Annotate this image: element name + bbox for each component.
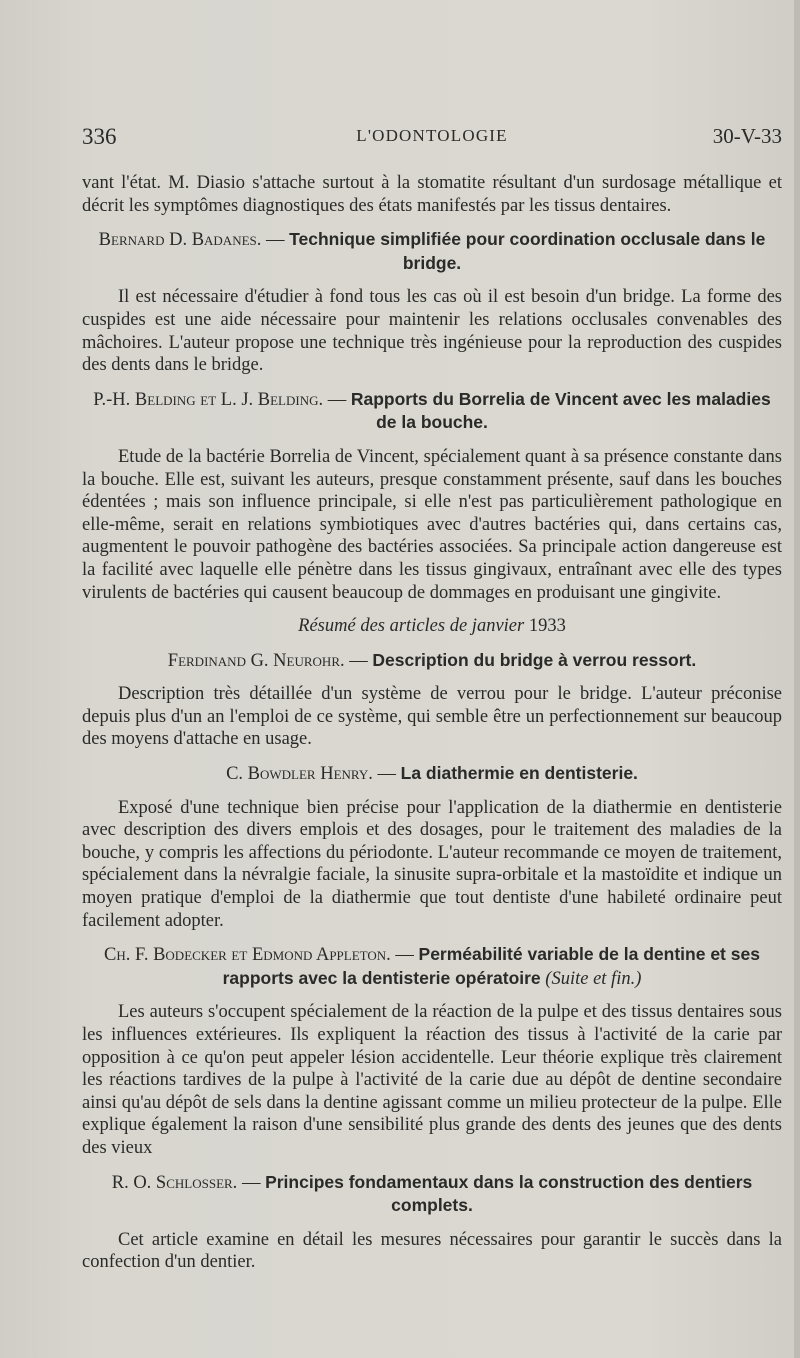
article-heading bbox=[82, 1171, 782, 1218]
article-heading bbox=[82, 388, 782, 435]
heading-dash: — bbox=[327, 389, 347, 410]
article-authors: Bernard D. Badanes. bbox=[98, 230, 262, 251]
journal-title: L'ODONTOLOGIE bbox=[356, 126, 508, 145]
article-summary: Exposé d'une technique bien précise pour l'application de la diathermie en dentisterie avec description des divers emplois et des dosages, pour le traitement des maladies de la bouche, y compris les affections du périodonte. L'auteur recommande ce moyen de traitement, spécialement dans la névralgie faciale, la sinusite supra-orbitale et la mastoïdite et indique un moyen pratique d'emploi de la diathermie que tout dentiste d'une habileté ordinaire peut facilement adopter. bbox=[82, 797, 782, 931]
section-heading-year: 1933 bbox=[528, 616, 566, 637]
article-summary: Etude de la bactérie Borrelia de Vincent, spécialement quant à sa présence constante dans la bouche. Elle est, suivant les auteurs, presque constamment présente, sauf dans les bouches édentées ; mais son influence principale, si elle n'est pas particulièrement pathologique en elle-même, serait en relations symbiotiques avec d'autres bactéries qui, dans certains cas, augmentent le pouvoir pathogène des bactéries associées. Sa principale action dangereuse est la facilité avec laquelle elle pénètre dans les tissus gingivaux, entraînant avec elle des types virulents de bactéries qui causent beaucoup de dommages en produisant une gingivite. bbox=[82, 446, 782, 603]
heading-dash: — bbox=[349, 650, 368, 671]
article-authors: R. O. Schlosser. bbox=[111, 1172, 238, 1193]
article-authors: C. Bowdler Henry. bbox=[226, 764, 373, 785]
article-summary: Il est nécessaire d'étudier à fond tous les cas où il est besoin d'un bridge. La forme des cuspides est une aide nécessaire pour maintenir les relations occlusales convenables des mâchoires. L'auteur propose une technique très ingénieuse pour la reproduction des cuspides des dents dans le bridge. bbox=[82, 287, 782, 376]
article-authors: Ch. F. Bodecker et Edmond Appleton. bbox=[104, 945, 391, 966]
article-title: Description du bridge à verrou ressort. bbox=[372, 649, 697, 670]
issue-date: 30-V-33 bbox=[712, 124, 782, 148]
article-title: Perméabilité variable de la dentine et ses rapports avec la dentisterie opératoire bbox=[222, 944, 760, 988]
article-authors: Ferdinand G. Neurohr. bbox=[167, 650, 345, 671]
main-text bbox=[82, 172, 782, 1274]
page-number: 336 bbox=[82, 124, 117, 149]
heading-dash: — bbox=[241, 1172, 261, 1193]
intro-paragraph: vant l'état. M. Diasio s'attache surtout à la stomatite résultant d'un surdosage métallique et décrit les symptômes diagnostiques des états manifestés par les tissus dentaires. bbox=[82, 173, 782, 216]
article-authors: P.-H. Belding et L. J. Belding. bbox=[93, 389, 324, 410]
article-heading bbox=[82, 943, 782, 990]
article-heading bbox=[82, 649, 782, 673]
section-heading-text: Résumé des articles de janvier bbox=[298, 616, 525, 637]
heading-dash: — bbox=[266, 230, 285, 251]
article-continuation-note: (Suite et fin.) bbox=[545, 968, 642, 989]
article-title: La diathermie en dentisterie. bbox=[400, 763, 638, 784]
article-summary: Description très détaillée d'un système de verrou pour le bridge. L'auteur préconise depuis plus d'un an l'emploi de ce système, qui semble être un perfectionnement sur beaucoup des moyens d'attache en usage. bbox=[82, 684, 782, 750]
article-title: Principes fondamentaux dans la construction des dentiers complets. bbox=[265, 1171, 753, 1216]
article-summary: Les auteurs s'occupent spécialement de la réaction de la pulpe et des tissus dentaires sous les influences extérieures. Ils expliquent la réaction des tissus à l'activité de la carie par opposition à ce qu'on peut appeler lésion accidentelle. Leur théorie explique très clairement les réactions tardives de la pulpe à l'activité de la carie due au dépôt de dentine secondaire ainsi qu'au dépôt de sels dans la dentine agissant comme un milieu protecteur de la pulpe. Elle explique également la raison d'une sensibilité plus grande des dents des jeunes que des dents des vieux bbox=[82, 1002, 782, 1158]
running-header bbox=[82, 124, 782, 150]
article-heading bbox=[82, 228, 782, 275]
article-summary: Cet article examine en détail les mesures nécessaires pour garantir le succès dans la confection d'un dentier. bbox=[82, 1229, 782, 1273]
heading-dash: — bbox=[395, 945, 414, 966]
section-heading bbox=[82, 615, 782, 638]
article-title: Rapports du Borrelia de Vincent avec les maladies de la bouche. bbox=[350, 388, 771, 433]
page-edge bbox=[794, 0, 800, 1358]
heading-dash: — bbox=[377, 764, 396, 785]
article-heading bbox=[82, 762, 782, 786]
article-title: Technique simplifiée pour coordination occlusale dans le bridge. bbox=[289, 229, 766, 273]
